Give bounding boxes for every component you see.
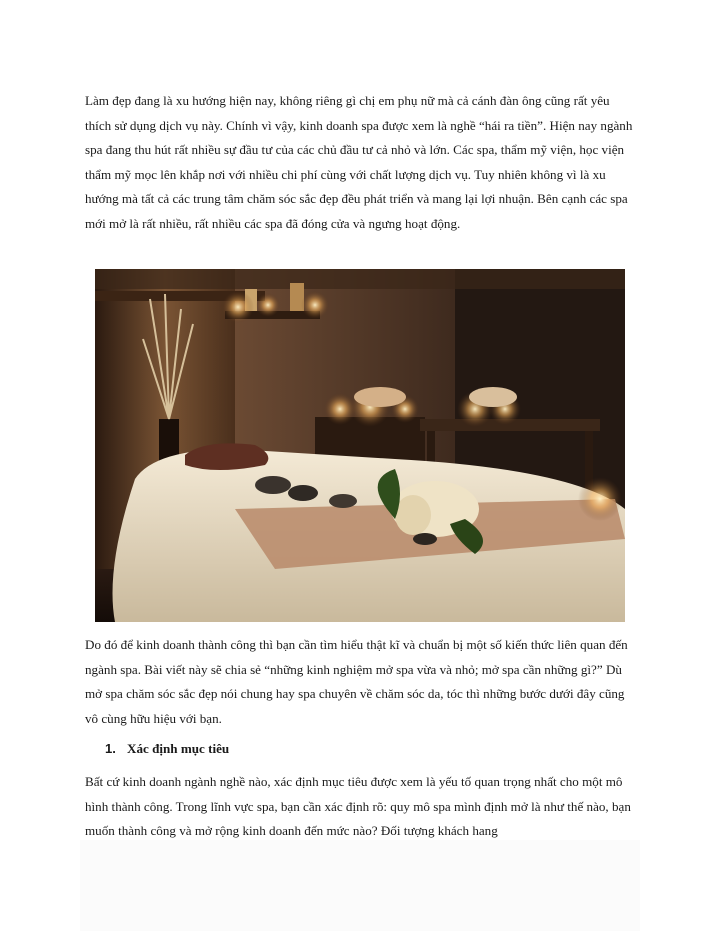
section-heading [105, 737, 229, 761]
body-paragraph: Do đó để kinh doanh thành công thì bạn cần tìm hiểu thật kĩ và chuẩn bị một số kiến thức liên quan đến ngành spa. Bài viết này sẽ chia sẻ “những kinh nghiệm mở spa vừa và nhỏ; mở spa cần những gì?” Dù mở spa chăm sóc sắc đẹp nói chung hay spa chuyên về chăm sóc da, tóc thì những bước dưới đây cũng vô cùng hữu hiệu với bạn. [85, 637, 628, 726]
heading-text: Xác định mục tiêu [127, 741, 230, 756]
intro-paragraph: Làm đẹp đang là xu hướng hiện nay, không riêng gì chị em phụ nữ mà cả cánh đàn ông cũng rất yêu thích sử dụng dịch vụ này. Chính vì vậy, kinh doanh spa được xem là nghề “hái ra tiền”. Hiện nay ngành spa đang thu hút rất nhiều sự đầu tư của các chủ đầu tư cả nhỏ và lớn. Các spa, thẩm mỹ viện, học viện thẩm mỹ mọc lên khắp nơi với nhiều chi phí cùng với chất lượng dịch vụ. Tuy nhiên không vì là xu hướng mà tất cả các trung tâm chăm sóc sắc đẹp đều phát triển và mang lại lợi nhuận. Bên cạnh các spa mới mở là rất nhiều, rất nhiều các spa đã đóng cửa và ngưng hoạt động. [85, 93, 633, 231]
heading-number: 1. [105, 741, 116, 756]
spa-room-photo [95, 269, 625, 622]
section-paragraph: Bất cứ kinh doanh ngành nghề nào, xác định mục tiêu được xem là yếu tố quan trọng nhất cho một mô hình thành công. Trong lĩnh vực spa, bạn cần xác định rõ: quy mô spa mình định mở là như thế nào, bạn muốn thành công và mở rộng kinh doanh đến mức nào? Đối tượng khách hang [85, 774, 631, 839]
page-footer-shade [80, 840, 640, 931]
